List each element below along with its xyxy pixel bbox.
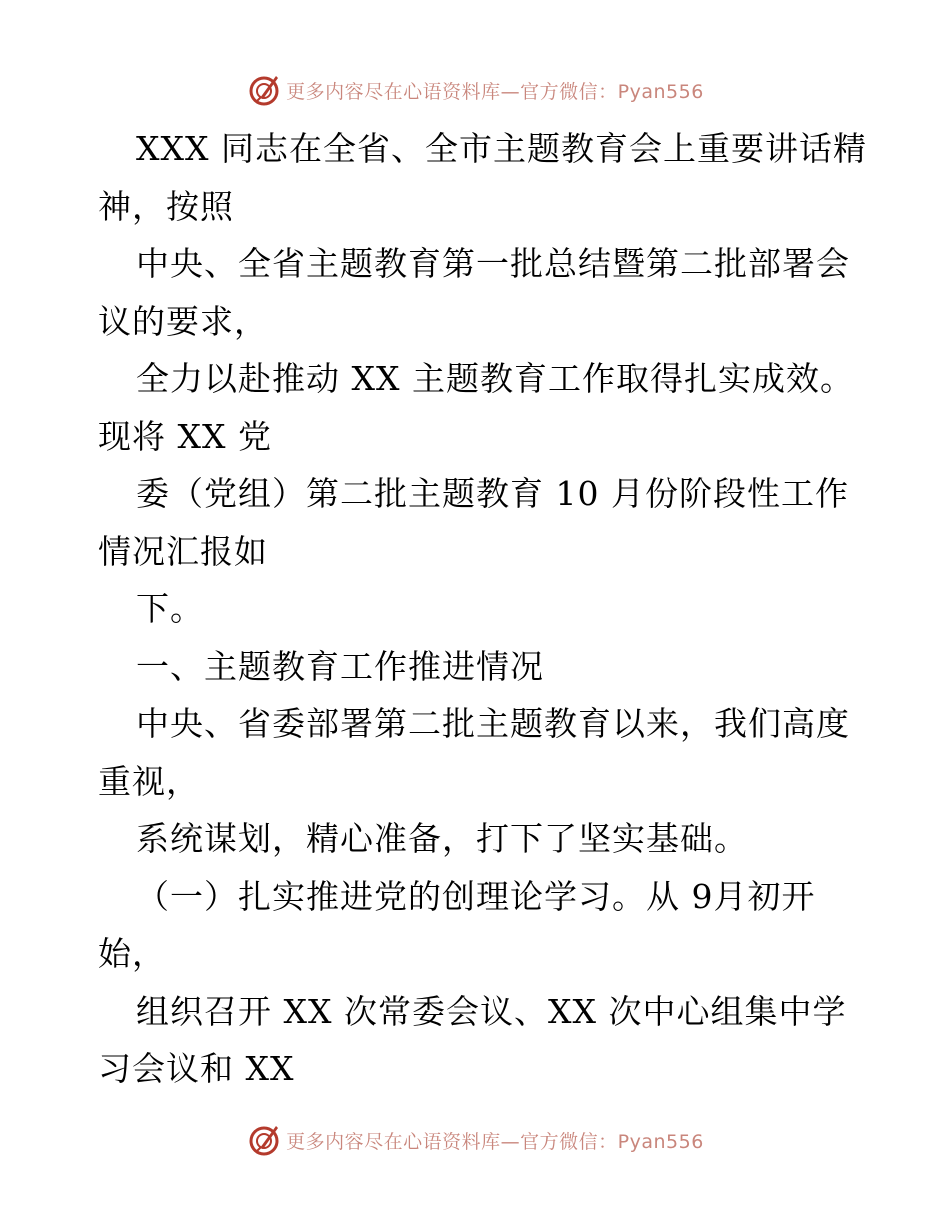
paragraph-line: 议的要求， xyxy=(98,301,268,341)
subsection-heading: （一）扎实推进党的创理论学习。从 9月初开 xyxy=(136,876,816,916)
paragraph-line: 中央、省委部署第二批主题教育以来，我们高度 xyxy=(136,704,850,743)
paragraph-line: 始， xyxy=(98,934,166,973)
document-body xyxy=(98,120,867,1098)
paragraph-line: 现将 XX 党 xyxy=(98,416,272,456)
quill-logo-icon xyxy=(246,72,282,108)
paragraph-line: 系统谋划，精心准备，打下了坚实基础。 xyxy=(136,819,748,858)
watermark-text: 更多内容尽在心语资料库—官方微信：Pyan556 xyxy=(286,1130,704,1153)
paragraph-line: 组织召开 XX 次常委会议、XX 次中心组集中学 xyxy=(136,991,847,1031)
paragraph-line: 重视， xyxy=(98,761,200,801)
paragraph-line: 全力以赴推动 XX 主题教育工作取得扎实成效。 xyxy=(136,359,854,398)
quill-logo-icon xyxy=(246,1122,282,1158)
section-heading: 一、主题教育工作推进情况 xyxy=(136,646,544,686)
watermark-footer xyxy=(0,1120,950,1160)
paragraph-line: 神，按照 xyxy=(98,186,234,226)
paragraph-line: 下。 xyxy=(136,589,204,628)
paragraph-line: XXX 同志在全省、全市主题教育会上重要讲话精 xyxy=(136,129,867,168)
paragraph-line: 习会议和 XX xyxy=(98,1049,295,1088)
paragraph-line: 中央、全省主题教育第一批总结暨第二批部署会 xyxy=(136,244,850,283)
watermark-header xyxy=(0,70,950,110)
watermark-text: 更多内容尽在心语资料库—官方微信：Pyan556 xyxy=(286,80,704,103)
paragraph-line: 委（党组）第二批主题教育 10 月份阶段性工作 xyxy=(136,474,849,513)
paragraph-line: 情况汇报如 xyxy=(98,531,268,571)
